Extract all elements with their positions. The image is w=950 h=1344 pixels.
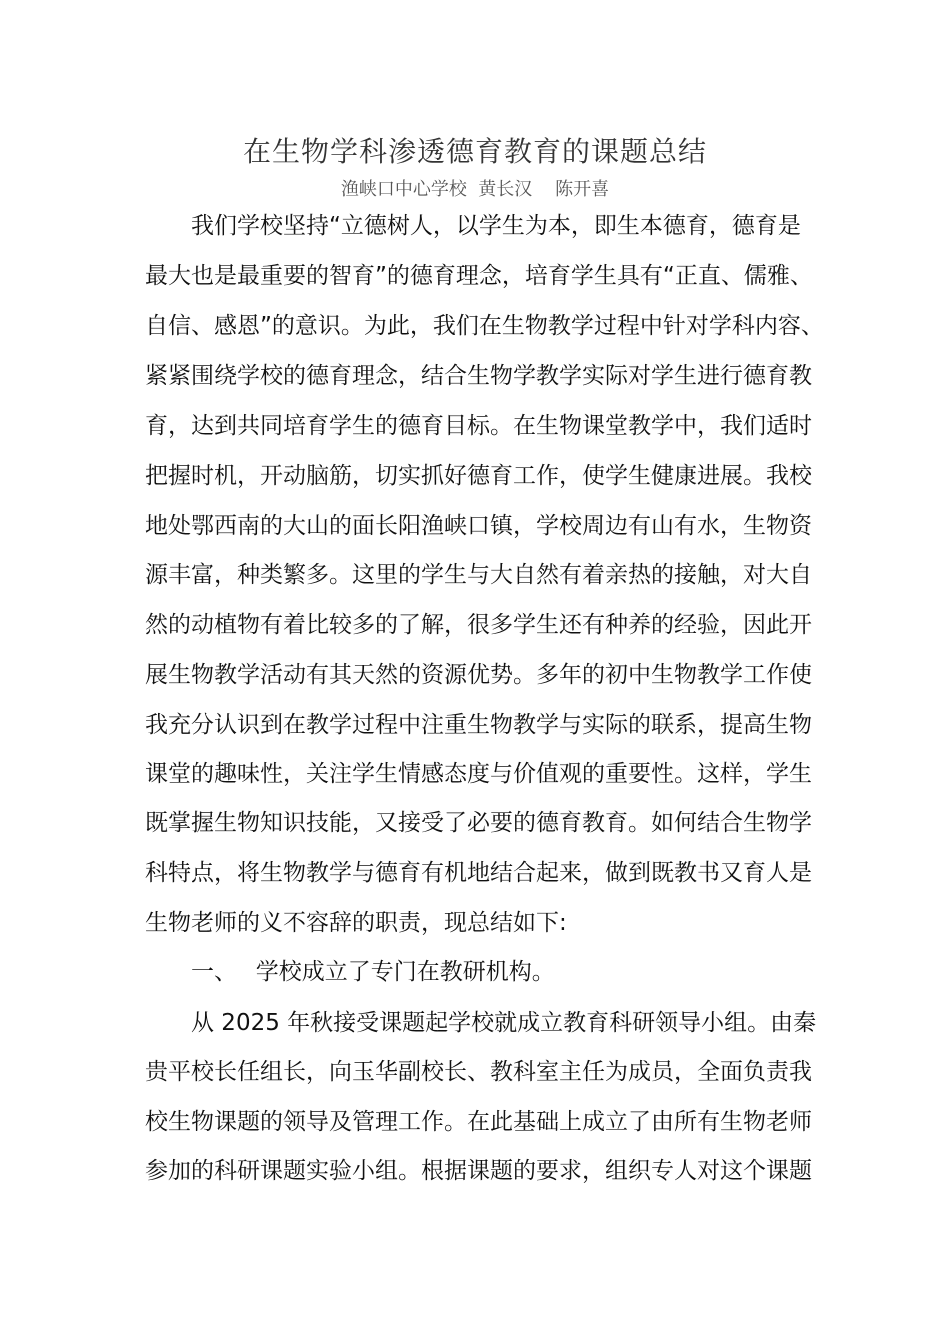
paragraph-line: 我们学校坚持“立德树人，以学生为本，即生本德育，德育是 bbox=[145, 213, 801, 239]
paragraph-line: 自信、感恩”的意识。为此，我们在生物教学过程中针对学科内容、 bbox=[145, 313, 824, 339]
paragraph-line: 育，达到共同培育学生的德育目标。在生物课堂教学中，我们适时 bbox=[145, 413, 812, 439]
section-heading: 一、 学校成立了专门在教研机构。 bbox=[145, 959, 555, 985]
paragraph-line: 地处鄂西南的大山的面长阳渔峡口镇，学校周边有山有水，生物资 bbox=[145, 513, 812, 539]
document-authors: 渔峡口中心学校 黄长汉 陈开喜 bbox=[340, 179, 610, 200]
paragraph-line: 展生物教学活动有其天然的资源优势。多年的初中生物教学工作使 bbox=[145, 662, 812, 688]
paragraph-line: 课堂的趣味性，关注学生情感态度与价值观的重要性。这样，学生 bbox=[145, 761, 812, 787]
paragraph-line: 源丰富，种类繁多。这里的学生与大自然有着亲热的接触，对大自 bbox=[145, 562, 812, 588]
paragraph-line: 生物老师的义不容辞的职责，现总结如下: bbox=[145, 910, 567, 936]
paragraph-line: 科特点，将生物教学与德育有机地结合起来，做到既教书又育人是 bbox=[145, 860, 812, 886]
paragraph-line: 既掌握生物知识技能，又接受了必要的德育教育。如何结合生物学 bbox=[145, 810, 812, 836]
paragraph-line: 然的动植物有着比较多的了解，很多学生还有种养的经验，因此开 bbox=[145, 612, 812, 638]
paragraph-line: 校生物课题的领导及管理工作。在此基础上成立了由所有生物老师 bbox=[145, 1109, 812, 1135]
paragraph-line: 贵平校长任组长，向玉华副校长、教科室主任为成员，全面负责我 bbox=[145, 1059, 812, 1085]
paragraph-line: 我充分认识到在教学过程中注重生物教学与实际的联系，提高生物 bbox=[145, 712, 812, 738]
paragraph-line: 最大也是最重要的智育”的德育理念，培育学生具有“正直、儒雅、 bbox=[145, 263, 813, 289]
paragraph-line: 紧紧围绕学校的德育理念，结合生物学教学实际对学生进行德育教 bbox=[145, 363, 812, 389]
document-title: 在生物学科渗透德育教育的课题总结 bbox=[242, 135, 707, 168]
paragraph-line: 参加的科研课题实验小组。根据课题的要求，组织专人对这个课题 bbox=[145, 1158, 812, 1184]
paragraph-line: 把握时机，开动脑筋，切实抓好德育工作，使学生健康进展。我校 bbox=[145, 463, 812, 489]
paragraph-line: 从 2025 年秋接受课题起学校就成立教育科研领导小组。由秦 bbox=[145, 1010, 817, 1036]
